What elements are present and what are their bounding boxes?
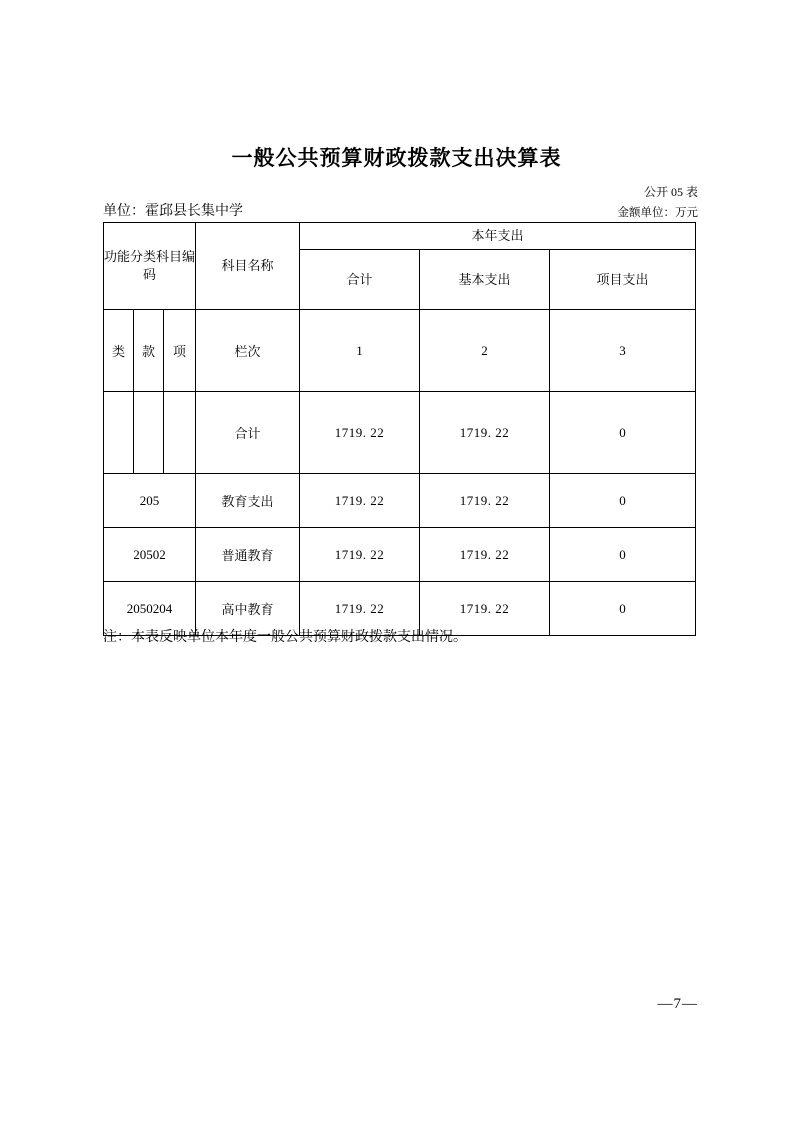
row-1-basic: 1719. 22 <box>420 474 550 528</box>
page-number: —7— <box>657 996 698 1012</box>
row-0-project: 0 <box>550 392 696 474</box>
table-note: 注：本表反映单位本年度一般公共预算财政拨款支出情况。 <box>103 630 467 645</box>
row-0-total: 1719. 22 <box>300 392 420 474</box>
row-1-total: 1719. 22 <box>300 474 420 528</box>
header-category-code: 功能分类科目编码 <box>104 223 196 310</box>
amount-unit-label: 金额单位：万元 <box>617 207 698 219</box>
header-item: 项 <box>164 310 196 392</box>
table-header-row-3 <box>104 310 696 392</box>
column-index-3: 3 <box>550 310 696 392</box>
unit-label: 单位：霍邱县长集中学 <box>103 204 243 219</box>
header-basic: 基本支出 <box>420 250 550 310</box>
row-2-code: 20502 <box>104 528 196 582</box>
table-row <box>104 474 696 528</box>
row-3-project: 0 <box>550 582 696 636</box>
row-2-total: 1719. 22 <box>300 528 420 582</box>
column-index-2: 2 <box>420 310 550 392</box>
header-section: 款 <box>134 310 164 392</box>
header-current-year: 本年支出 <box>300 223 696 250</box>
row-0-section <box>134 392 164 474</box>
row-0-name: 合计 <box>196 392 300 474</box>
column-index-1: 1 <box>300 310 420 392</box>
row-1-name: 教育支出 <box>196 474 300 528</box>
row-0-class <box>104 392 134 474</box>
row-0-basic: 1719. 22 <box>420 392 550 474</box>
header-column-index-label: 栏次 <box>196 310 300 392</box>
header-project: 项目支出 <box>550 250 696 310</box>
row-1-code: 205 <box>104 474 196 528</box>
row-1-project: 0 <box>550 474 696 528</box>
row-2-name: 普通教育 <box>196 528 300 582</box>
row-3-code: 2050204 <box>104 582 196 636</box>
header-subject-name: 科目名称 <box>196 223 300 310</box>
header-class: 类 <box>104 310 134 392</box>
page-title: 一般公共预算财政拨款支出决算表 <box>231 147 562 170</box>
row-3-total: 1719. 22 <box>300 582 420 636</box>
row-3-basic: 1719. 22 <box>420 582 550 636</box>
table-header-row-1 <box>104 223 696 250</box>
row-2-basic: 1719. 22 <box>420 528 550 582</box>
form-code-label: 公开 05 表 <box>643 185 698 199</box>
row-3-name: 高中教育 <box>196 582 300 636</box>
table-row <box>104 528 696 582</box>
table-row <box>104 392 696 474</box>
row-0-item <box>164 392 196 474</box>
header-total: 合计 <box>300 250 420 310</box>
row-2-project: 0 <box>550 528 696 582</box>
budget-expenditure-table <box>103 222 696 636</box>
